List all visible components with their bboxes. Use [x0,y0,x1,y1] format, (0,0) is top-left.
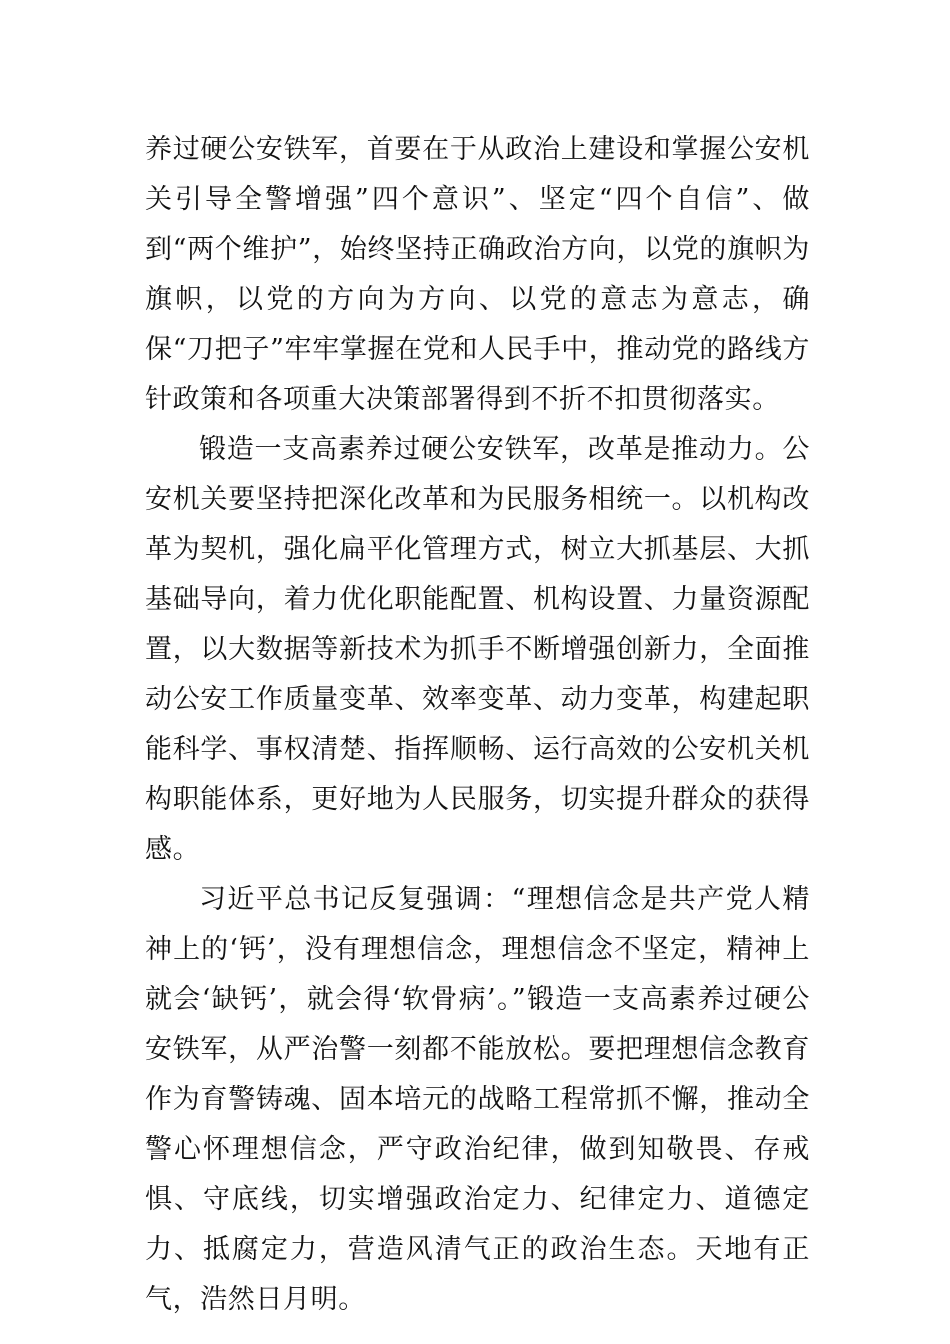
document-body [145,125,810,1325]
paragraph-2: 锻造一支高素养过硬公安铁军，改革是推动力。公安机关要坚持把深化改革和为民服务相统一。以机构改革为契机，强化扁平化管理方式，树立大抓基层、大抓基础导向，着力优化职能配置、机构设置、力量资源配置，以大数据等新技术为抓手不断增强创新力，全面推动公安工作质量变革、效率变革、动力变革，构建起职能科学、事权清楚、指挥顺畅、运行高效的公安机关机构职能体系，更好地为人民服务，切实提升群众的获得感。 [145,434,810,865]
paragraph-1: 养过硬公安铁军，首要在于从政治上建设和掌握公安机关引导全警增强”四个意识”、坚定“四个自信”、做到“两个维护”，始终坚持正确政治方向，以党的旗帜为旗帜，以党的方向为方向、以党的意志为意志，确保“刀把子”牢牢掌握在党和人民手中，推动党的路线方针政策和各项重大决策部署得到不折不扣贯彻落实。 [145,134,810,415]
paragraph-3: 习近平总书记反复强调：“理想信念是共产党人精神上的‘钙’，没有理想信念，理想信念不坚定，精神上就会‘缺钙’，就会得‘软骨病’。”锻造一支高素养过硬公安铁军，从严治警一刻都不能放松。要把理想信念教育作为育警铸魂、固本培元的战略工程常抓不懈，推动全警心怀理想信念，严守政治纪律，做到知敬畏、存戒惧、守底线，切实增强政治定力、纪律定力、道德定力、抵腐定力，营造风清气正的政治生态。天地有正气，浩然日月明。 [145,884,810,1315]
